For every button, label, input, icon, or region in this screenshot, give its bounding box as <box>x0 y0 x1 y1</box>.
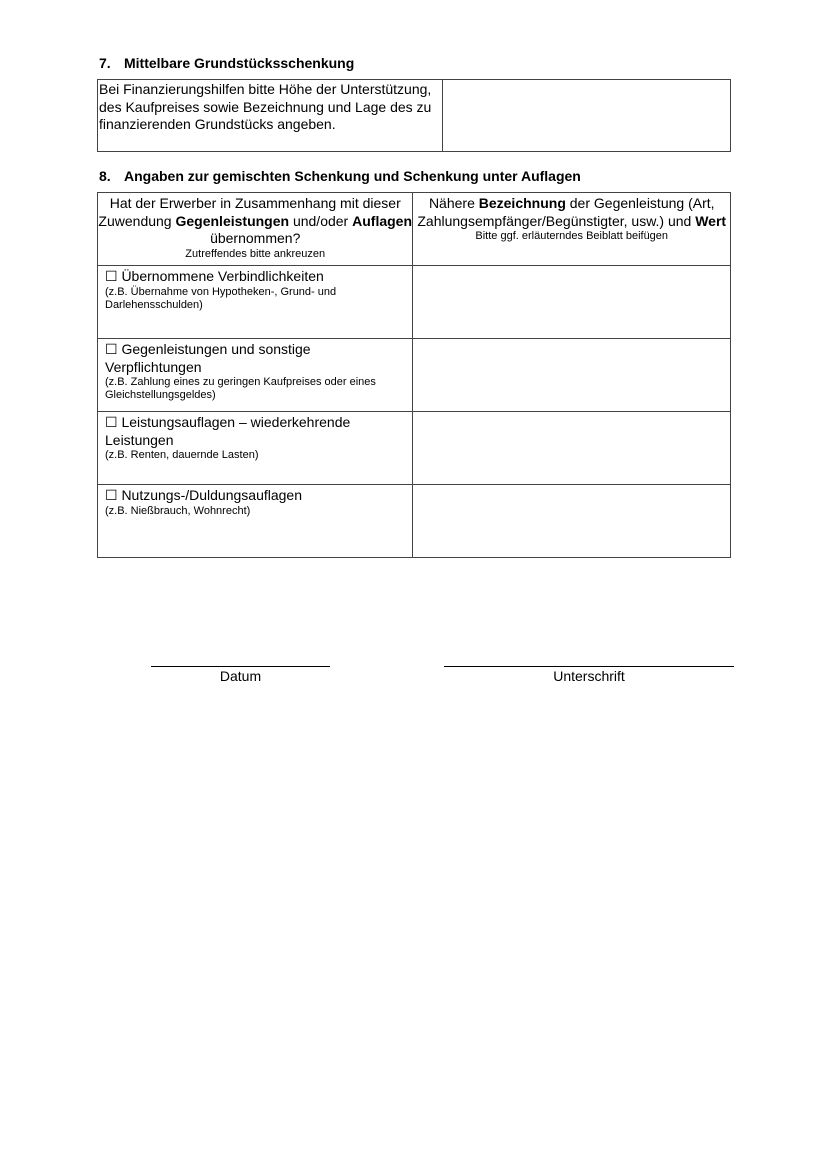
table-row <box>98 485 731 558</box>
column-header-obligations: Hat der Erwerber in Zusammenhang mit dieser Zuwendung Gegenleistungen und/oder Auflagen übernommen? Zutreffendes bitte ankreuzen <box>98 193 413 266</box>
section-7-title: Mittelbare Grundstücksschenkung <box>124 55 355 71</box>
option-example: (z.B. Nießbrauch, Wohnrecht) <box>105 504 251 517</box>
table-row <box>98 339 731 412</box>
checkbox-option[interactable] <box>98 266 413 339</box>
option-example: (z.B. Übernahme von Hypotheken-, Grund- und Darlehensschulden) <box>105 285 337 311</box>
table-row <box>98 412 731 485</box>
column-header-note: Zutreffendes bitte ankreuzen <box>185 247 326 260</box>
table-row <box>98 266 731 339</box>
table-header-row <box>98 193 731 266</box>
checkbox-option[interactable] <box>98 412 413 485</box>
checkbox-option[interactable] <box>98 485 413 558</box>
checkbox-option[interactable] <box>98 339 413 412</box>
section-8-heading <box>99 168 581 184</box>
option-label: ☐ Nutzungs-/Duldungsauflagen <box>105 487 303 503</box>
date-label: Datum <box>219 668 262 684</box>
option-label: ☐ Übernommene Verbindlichkeiten <box>105 268 324 284</box>
signature-label: Unterschrift <box>553 668 625 684</box>
option-example: (z.B. Zahlung eines zu geringen Kaufpreises oder eines Gleichstellungsgeldes) <box>105 376 376 402</box>
section-8-table <box>97 192 731 558</box>
section-7-input-cell[interactable] <box>443 80 731 152</box>
details-input-cell[interactable] <box>413 339 731 412</box>
option-example: (z.B. Renten, dauernde Lasten) <box>105 449 259 462</box>
section-8-title: Angaben zur gemischten Schenkung und Schenkung unter Auflagen <box>124 168 581 184</box>
option-label: ☐ Gegenleistungen und sonstige Verpflichtungen <box>105 341 311 375</box>
section-7-table <box>97 79 731 152</box>
column-header-note: Bitte ggf. erläuterndes Beiblatt beifügen <box>475 230 669 243</box>
option-label: ☐ Leistungsauflagen – wiederkehrende Leistungen <box>105 414 351 448</box>
date-line[interactable] <box>151 666 330 667</box>
details-input-cell[interactable] <box>413 266 731 339</box>
section-7-heading <box>99 55 354 71</box>
details-input-cell[interactable] <box>413 485 731 558</box>
column-header-details: Nähere Bezeichnung der Gegenleistung (Art, Zahlungsempfänger/Begünstigter, usw.) und Wert Bitte ggf. erläuterndes Beiblatt beifügen <box>413 193 731 266</box>
details-input-cell[interactable] <box>413 412 731 485</box>
section-7-instruction: Bei Finanzierungshilfen bitte Höhe der Unterstützung, des Kaufpreises sowie Bezeichnung und Lage des zu finanzierenden Grundstücks angeben. <box>98 80 443 152</box>
section-7-number: 7. <box>99 55 111 71</box>
section-8-number: 8. <box>99 168 111 184</box>
signature-line[interactable] <box>444 666 734 667</box>
